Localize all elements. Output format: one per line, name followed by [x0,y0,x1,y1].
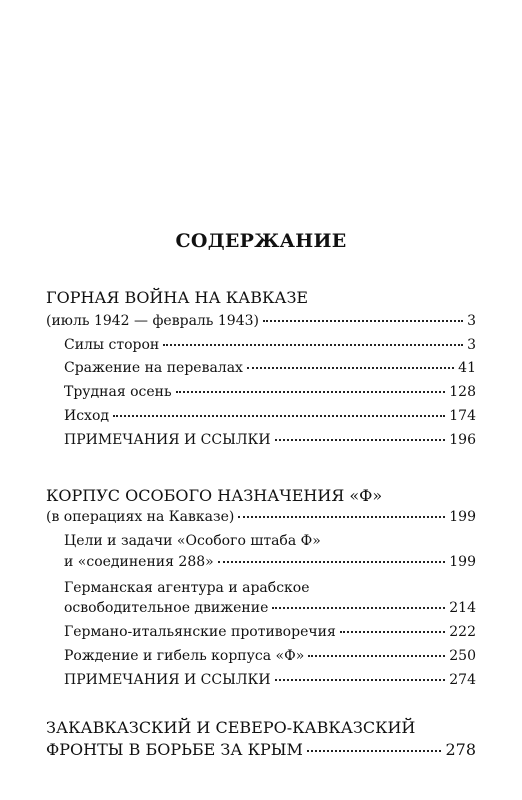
leader-dots [218,561,446,563]
leader-dots [307,750,442,752]
toc-entry[interactable] [64,432,476,448]
leader-dots [113,415,445,417]
entry-page: 274 [449,672,476,688]
leader-dots [247,367,454,369]
leader-dots [308,655,445,657]
entry-label: Германо-итальянские противоречия [64,624,336,640]
page-title: СОДЕРЖАНИЕ [175,230,347,252]
toc-entry[interactable] [64,554,476,570]
toc-entry[interactable] [64,384,476,400]
entry-label: ПРИМЕЧАНИЯ И ССЫЛКИ [64,672,271,688]
entry-label: освободительное движение [64,600,269,616]
entry-label: Рождение и гибель корпуса «Ф» [64,648,305,664]
toc-entry[interactable] [64,337,476,353]
entry-page: 128 [449,384,476,400]
entry-page: 222 [449,624,476,640]
toc-entry[interactable] [46,740,476,759]
entry-page: 250 [449,648,476,664]
entry-page: 41 [458,360,476,376]
entry-label: Силы сторон [64,337,160,353]
leader-dots [275,439,446,441]
toc-entry[interactable] [64,624,476,640]
toc-entry[interactable] [46,313,476,329]
toc-entry[interactable] [64,360,476,376]
entry-page: 3 [467,313,476,329]
entry-label: (июль 1942 — февраль 1943) [46,313,259,329]
entry-label: (в операциях на Кавказе) [46,509,235,525]
entry-page: 199 [449,554,476,570]
entry-label: Трудная осень [64,384,172,400]
leader-dots [272,607,445,609]
entry-label-line1: Цели и задачи «Особого штаба Ф» [64,533,321,549]
entry-page: 196 [449,432,476,448]
entry-label: Сражение на перевалах [64,360,243,376]
leader-dots [176,391,446,393]
leader-dots [340,631,445,633]
toc-entry[interactable] [64,648,476,664]
leader-dots [275,679,446,681]
leader-dots [263,320,463,322]
entry-page: 199 [449,509,476,525]
entry-page: 3 [467,337,476,353]
toc-entry[interactable] [46,509,476,525]
entry-page: 214 [449,600,476,616]
leader-dots [163,344,463,346]
section-title: ЗАКАВКАЗСКИЙ И СЕВЕРО-КАВКАЗСКИЙ [46,718,416,737]
section-title: КОРПУС ОСОБОГО НАЗНАЧЕНИЯ «Ф» [46,486,383,505]
toc-entry[interactable] [64,408,476,424]
entry-page: 174 [449,408,476,424]
entry-page: 278 [445,740,476,759]
entry-label: ПРИМЕЧАНИЯ И ССЫЛКИ [64,432,271,448]
toc-entry[interactable] [64,672,476,688]
entry-label: ФРОНТЫ В БОРЬБЕ ЗА КРЫМ [46,740,303,759]
entry-label: Исход [64,408,109,424]
toc-entry[interactable] [64,600,476,616]
section-title: ГОРНАЯ ВОЙНА НА КАВКАЗЕ [46,288,309,307]
entry-label-line1: Германская агентура и арабское [64,580,310,596]
leader-dots [238,516,445,518]
entry-label: и «соединения 288» [64,554,214,570]
